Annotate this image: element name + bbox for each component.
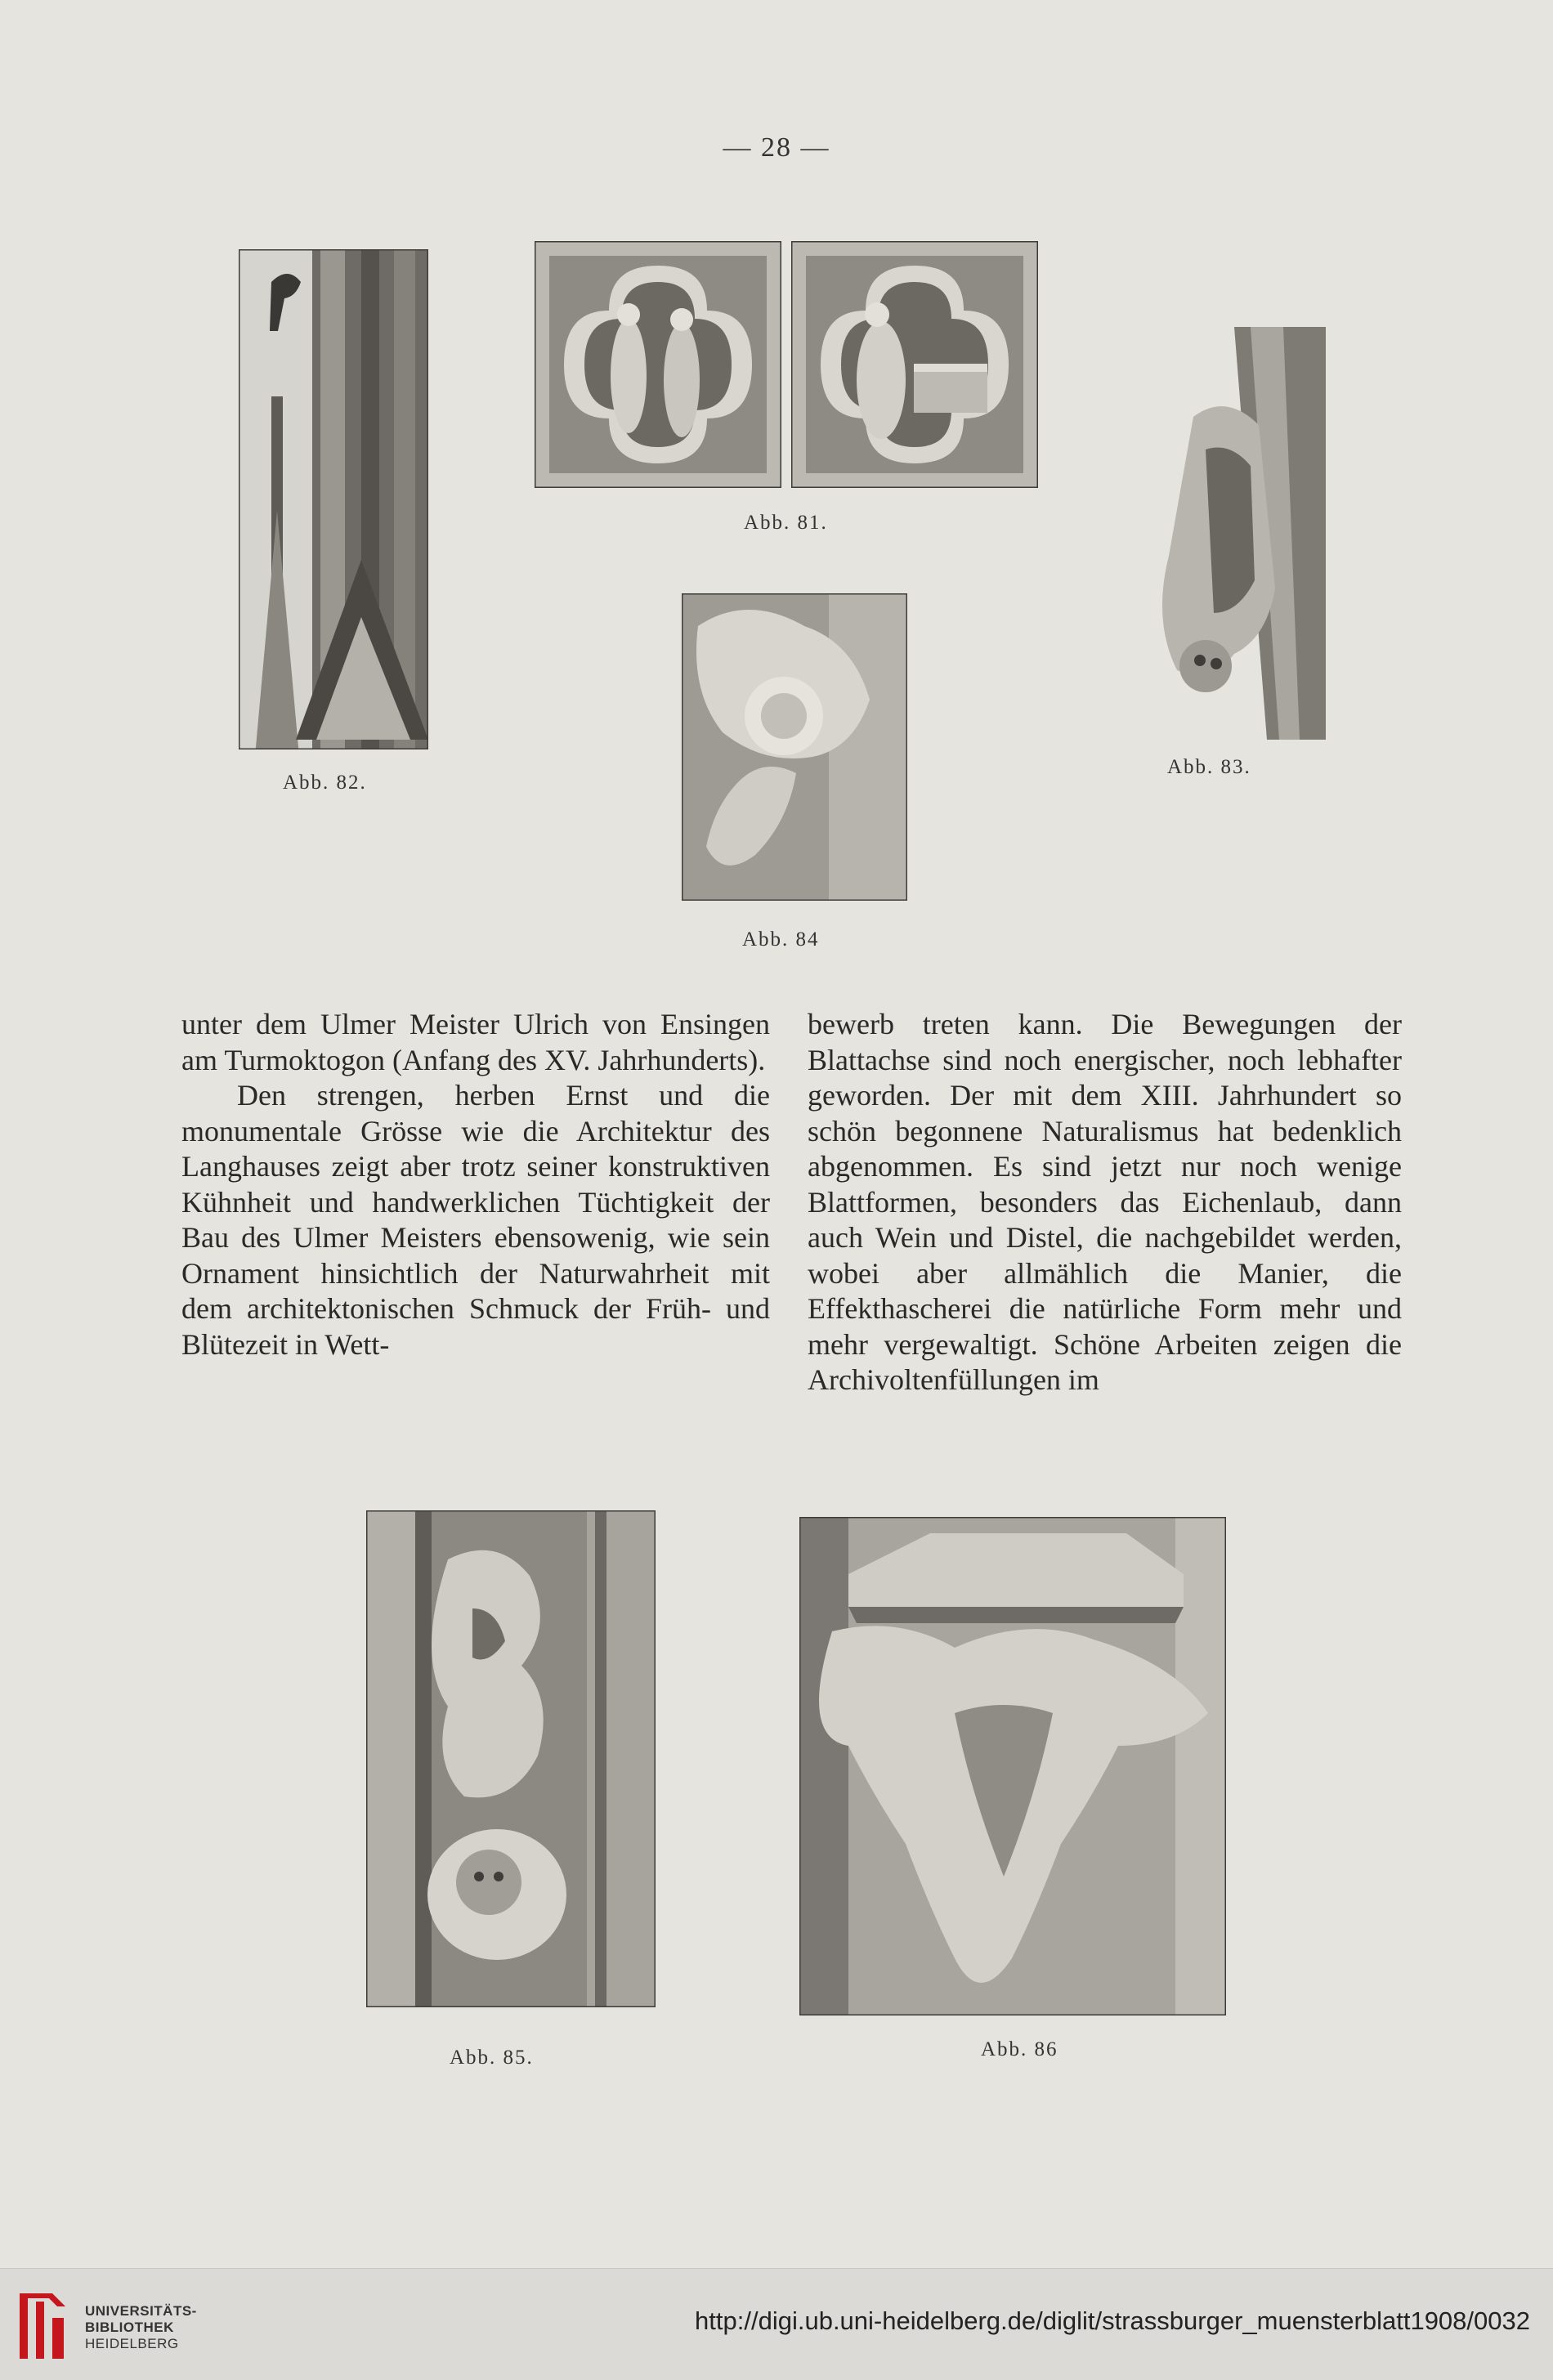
footer-bar [0,2268,1553,2380]
figure-85-caption: Abb. 85. [450,2047,534,2069]
paragraph-3: bewerb treten kann. Die Bewegungen der Blattachse sind noch energischer, noch lebhafter geworden. Der mit dem XIII. Jahrhundert so schön begonnene Naturalismus hat bedenklich abgenommen. Es sind jetzt nur noch wenige Blattformen, besonders das Eichenlaub, dann auch Wein und Distel, die nachgebildet werden, wobei aber allmählich die Manier, die Effekthascherei die natürliche Form mehr und mehr vergewaltigt. Schöne Arbeiten zeigen die Archivoltenfüllungen im [808,1008,1402,1396]
logo-line-3: HEIDELBERG [85,2336,179,2351]
library-logo-text [85,2303,197,2352]
source-url[interactable]: http://digi.ub.uni-heidelberg.de/diglit/strassburger_muensterblatt1908/0032 [695,2306,1530,2335]
figure-81-left-panel [535,241,781,488]
figure-83-photo [1144,327,1326,740]
figure-84-caption: Abb. 84 [742,928,820,951]
library-logo-icon [15,2285,72,2364]
figure-83-caption: Abb. 83. [1167,756,1251,778]
text-column-left [181,1007,770,1362]
paragraph-1: unter dem Ulmer Meister Ulrich von Ensingen am Turmoktogon (Anfang des XV. Jahrhunderts). [181,1008,770,1076]
figure-86-photo [799,1517,1226,2015]
figure-82-caption: Abb. 82. [283,772,367,794]
figure-82-photo [239,249,428,749]
paragraph-2: Den strengen, herben Ernst und die monumentale Grösse wie die Architektur des Langhauses zeigt aber trotz seiner konstruktiven Kühnheit und handwerklichen Tüchtigkeit der Bau des Ulmer Meisters ebensowenig, wie sein Ornament hinsichtlich der Naturwahrheit mit dem architektonischen Schmuck der Früh- und Blütezeit in Wett- [181,1079,770,1361]
figure-81-right-panel [791,241,1038,488]
logo-line-1: UNIVERSITÄTS- [85,2303,197,2319]
text-column-right [808,1007,1402,1398]
figure-84-photo [682,593,907,901]
logo-line-2: BIBLIOTHEK [85,2320,174,2335]
figure-86-caption: Abb. 86 [981,2038,1058,2060]
page-number: — 28 — [723,132,830,163]
figure-85-photo [366,1510,656,2007]
figure-81-caption: Abb. 81. [744,512,828,534]
